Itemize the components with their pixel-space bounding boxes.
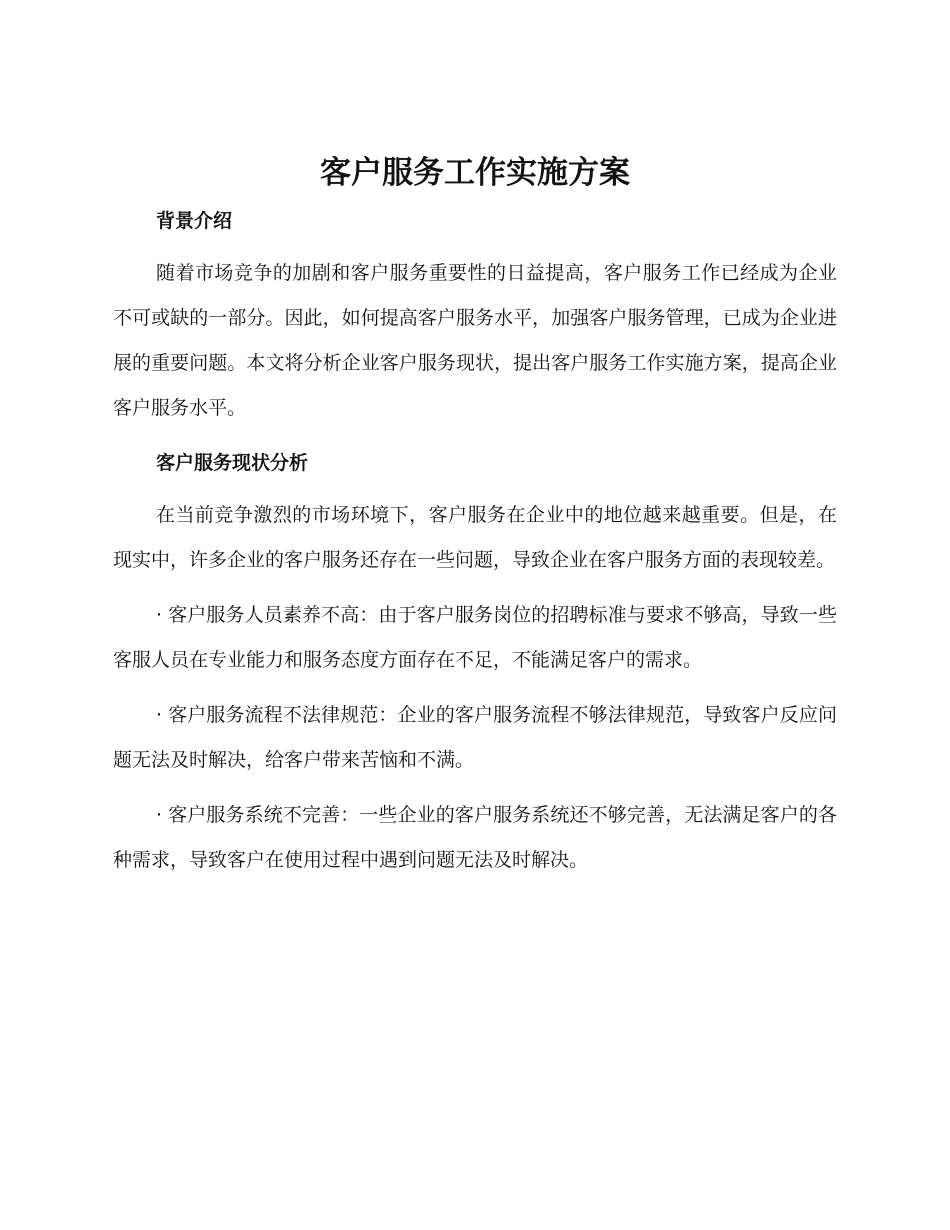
bullet-item-system-completeness: · 客户服务系统不完善：一些企业的客户服务系统还不够完善，无法满足客户的各种需求，导致客户在使用过程中遇到问题无法及时解决。 [113,804,837,871]
paragraph-background: 随着市场竞争的加剧和客户服务重要性的日益提高，客户服务工作已经成为企业不可或缺的一部分。因此，如何提高客户服务水平，加强客户服务管理，已成为企业进展的重要问题。本文将分析企业客户服务现状，提出客户服务工作实施方案，提高企业客户服务水平。 [113,262,837,419]
document-title: 客户服务工作实施方案 [320,155,630,191]
bullet-item-staff-quality: · 客户服务人员素养不高：由于客户服务岗位的招聘标准与要求不够高，导致一些客服人员在专业能力和服务态度方面存在不足，不能满足客户的需求。 [113,604,837,671]
document-body [113,201,837,893]
section-heading-background: 背景介绍 [156,210,233,232]
paragraph-status-intro: 在当前竞争激烈的市场环境下，客户服务在企业中的地位越来越重要。但是，在现实中，许多企业的客户服务还存在一些问题，导致企业在客户服务方面的表现较差。 [113,504,837,571]
section-heading-status-analysis: 客户服务现状分析 [156,452,309,474]
bullet-item-process-standard: · 客户服务流程不法律规范：企业的客户服务流程不够法律规范，导致客户反应问题无法及时解决，给客户带来苦恼和不满。 [113,704,837,771]
